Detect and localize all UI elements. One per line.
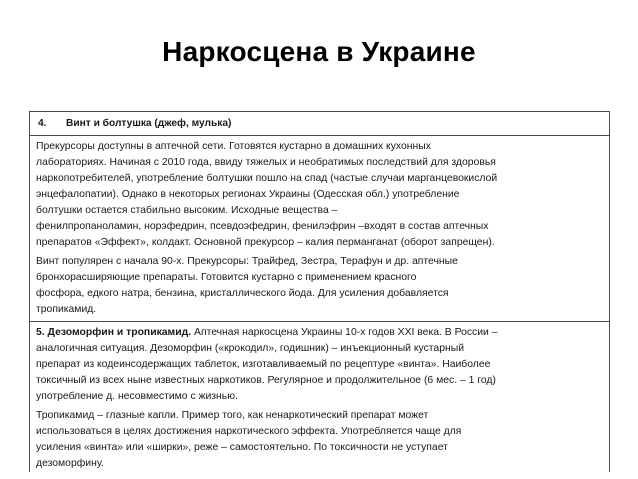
text-line: фосфора, едкого натра, бензина, кристаллического йода. Для усиления добавляется [36,288,449,299]
text-line: бронхорасширяющие препараты. Готовится кустарно с применением красного [36,272,417,283]
text-line: использоваться в целях достижения наркотического эффекта. Употребляется чаще для [36,426,462,437]
text-line: болтушки остается стабильно высоким. Исходные вещества – [36,205,338,216]
text-line: усиления «винта» или «ширки», реже – самостоятельно. По токсичности не уступает [36,442,448,453]
text-line: тропикамид. [36,304,97,315]
text-line: аналогичная ситуация. Дезоморфин («крокодил», годишник) – инъекционный кустарный [36,343,465,354]
section-number: 4. [38,118,47,129]
section-4-paragraph-1 [36,139,603,251]
text-line: Прекурсоры доступны в аптечной сети. Готовятся кустарно в домашних кухонных [36,141,431,152]
section-5-paragraph-2 [36,408,603,472]
text-line: препарат из кодеинсодержащих таблеток, изготавливаемый по рецептуре «винта». Наиболее [36,359,491,370]
section-4-paragraph-2 [36,254,603,318]
text-line: Аптечная наркосцена Украины 10-х годов XXI века. В России – [191,327,498,338]
section-5-heading: 5. Дезоморфин и тропикамид. [36,327,192,338]
text-line: Тропикамид – глазные капли. Пример того, как ненаркотический препарат может [36,410,429,421]
slide-title: Наркосцена в Украине [162,36,476,67]
text-line: токсичный из всех ныне известных наркотиков. Регулярное и продолжительное (6 мес. – 1 год) [36,375,496,386]
text-line: лабораториях. Начиная с 2010 года, ввиду тяжелых и необратимых последствий для здоровья [36,157,496,168]
content-table [29,111,610,472]
section-heading: Винт и болтушка (джеф, мулька) [66,118,232,129]
text-line: Винт популярен с начала 90-х. Прекурсоры: Трайфед, Зестра, Терафун и др. аптечные [36,256,458,267]
text-line: энцефалопатии). Однако в некоторых регионах Украины (Одесская обл.) употребление [36,189,460,200]
section-5-paragraph-1 [36,325,603,405]
text-line: употребление д. несовместимо с жизнью. [36,391,238,402]
section-4-body [30,136,609,322]
section-5-body [30,322,609,472]
text-line: препаратов «Эффект», колдакт. Основной прекурсор – калия перманганат (оборот запрещен). [36,237,495,248]
text-line: фенилпропаноламин, норэфедрин, псевдоэфедрин, фенилэфрин –входят в состав аптечных [36,221,489,232]
text-line: дезоморфину. [36,458,104,469]
table-header-row [30,112,609,136]
text-line: наркопотребителей, употребление болтушки пошло на спад (частые случаи марганцевокислой [36,173,498,184]
